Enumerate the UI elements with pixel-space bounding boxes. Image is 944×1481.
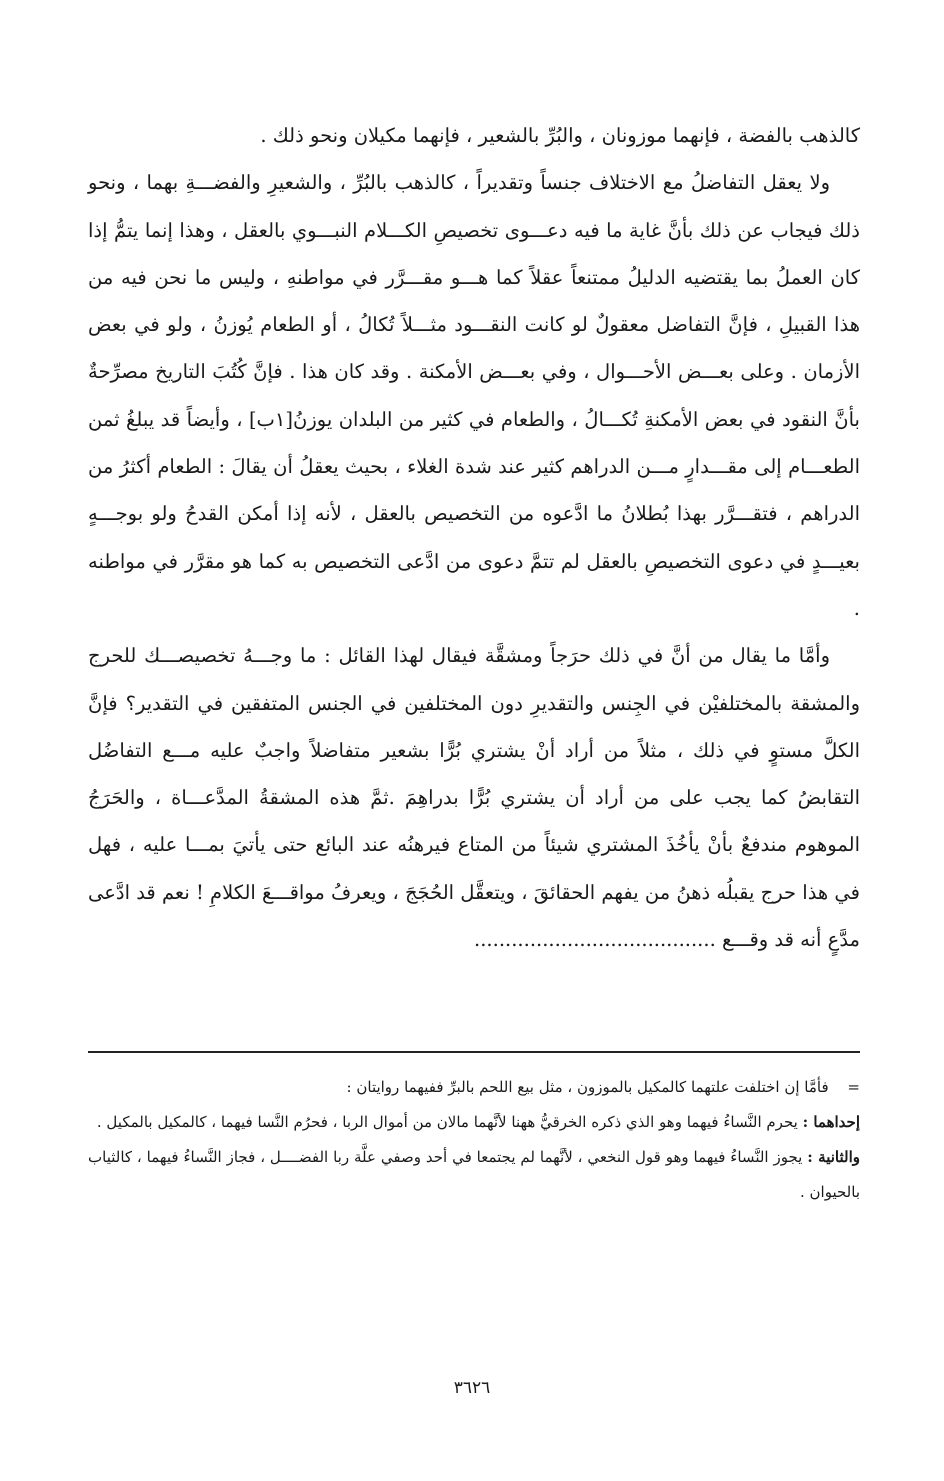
footnote-item-2 bbox=[88, 1140, 860, 1210]
main-text-block bbox=[88, 112, 860, 963]
footnote-separator bbox=[88, 1051, 860, 1053]
paragraph-3: وأمَّا ما يقال من أنَّ في ذلك حرَجاً ومشقَّة فيقال لهذا القائل : ما وجـــهُ تخصيصـــك للحرج والمشقة بالمختلفيْن في الجِنس والتقديرِ دون المختلفين في الجنس المتفقين في التقدير؟ فإنَّ الكلَّ مستوٍ في ذلك ، مثلاً من أراد أنْ يشتري بُرًّا بشعير متفاضلاً واجبٌ عليه مـــع التفاضُل التقابضُ كما يجب على من أراد أن يشتري بُرًّا بدراهِمَ .ثمَّ هذه المشقةُ المدَّعـــاة ، والحَرَجُ الموهوم مندفعٌ بأنْ يأخُذَ المشتري شيئاً من المتاع فيرهنُه عند البائع حتى يأتيَ بمـــا عليه ، فهل في هذا حرج يقبلُه ذهنُ من يفهم الحقائقَ ، ويتعقَّل الحُجَجَ ، ويعرفُ مواقـــعَ الكلامِ ! نعم قد ادَّعى مدَّعٍ أنه قد وقـــع ....................................... bbox=[88, 644, 860, 952]
paragraph-2: ولا يعقل التفاضلُ مع الاختلاف جنساً وتقديراً ، كالذهب بالبُرِّ ، والشعيرِ والفضـــةِ بهما ، ونحو ذلك فيجاب عن ذلك بأنَّ غاية ما فيه دعـــوى تخصيصِ الكـــلام النبـــوي بالعقل ، وهذا إنما يتمُّ إذا كان العملُ بما يقتضيه الدليلُ ممتنعاً عقلاً كما هـــو مقـــرَّر في مواطنهِ ، وليس ما نحن فيه من هذا القبيلِ ، فإنَّ التفاضل معقولٌ لو كانت النقـــود مثـــلاً تُكالُ ، أو الطعام يُوزنُ ، ولو في بعض الأزمان . وعلى بعـــض الأحـــوال ، وفي بعـــض الأمكنة . وقد كان هذا . فإنَّ كُتُبَ التاريخ مصرِّحةٌ بأنَّ النقود في بعض الأمكنةِ تُكـــالُ ، والطعام في كثير من البلدان يوزنُ[١ب] ، وأيضاً قد يبلغُ ثمن الطعـــام إلى مقـــدارٍ مـــن الدراهم كثير عند شدة الغلاء ، بحيث يعقلُ أن يقالَ : الطعام أكثرُ من الدراهم ، فتقـــرَّر بهذا بُطلانُ ما ادَّعوه من التخصيص بالعقل ، لأنه إذا أمكن القدحُ ولو بوجـــهٍ بعيـــدٍ في دعوى التخصيصِ بالعقل لم تتمَّ دعوى من ادَّعى التخصيص به كما هو مقرَّر في مواطنه . bbox=[88, 171, 860, 620]
footnote-item-1-head: إحداهما : bbox=[802, 1113, 860, 1131]
footnote-intro-text: فأمَّا إن اختلفت علتهما كالمكيل بالموزون ، مثل بيع اللحم بالبرِّ ففيهما روايتان : bbox=[346, 1078, 829, 1096]
page-number: ٣٦٢٦ bbox=[453, 1378, 491, 1398]
footnotes-block bbox=[88, 1070, 860, 1210]
footnote-intro bbox=[88, 1070, 860, 1105]
footnote-item-1-text: يحرم النَّساءُ فيهما وهو الذي ذكره الخرقيُّ ههنا لأنَّهما مالان من أموال الربا ، فحرُم النَّسا فيهما ، كالمكيل بالمكيل . bbox=[96, 1113, 798, 1131]
continuation-mark: = bbox=[847, 1078, 860, 1096]
footnote-item-2-head: والثانية : bbox=[807, 1148, 860, 1166]
footnote-item-1 bbox=[88, 1105, 860, 1140]
paragraph-1: كالذهب بالفضة ، فإنهما موزونان ، والبُرِّ بالشعير ، فإنهما مكيلان ونحو ذلك . bbox=[260, 124, 860, 147]
footnote-item-2-text: يجوز النَّساءُ فيهما وهو قول النخعي ، لأنَّهما لم يجتمعا في أحد وصفي علَّة ربا الفضــــل ، فجاز النَّساءُ فيهما ، كالثياب بالحيوان . bbox=[88, 1148, 860, 1201]
